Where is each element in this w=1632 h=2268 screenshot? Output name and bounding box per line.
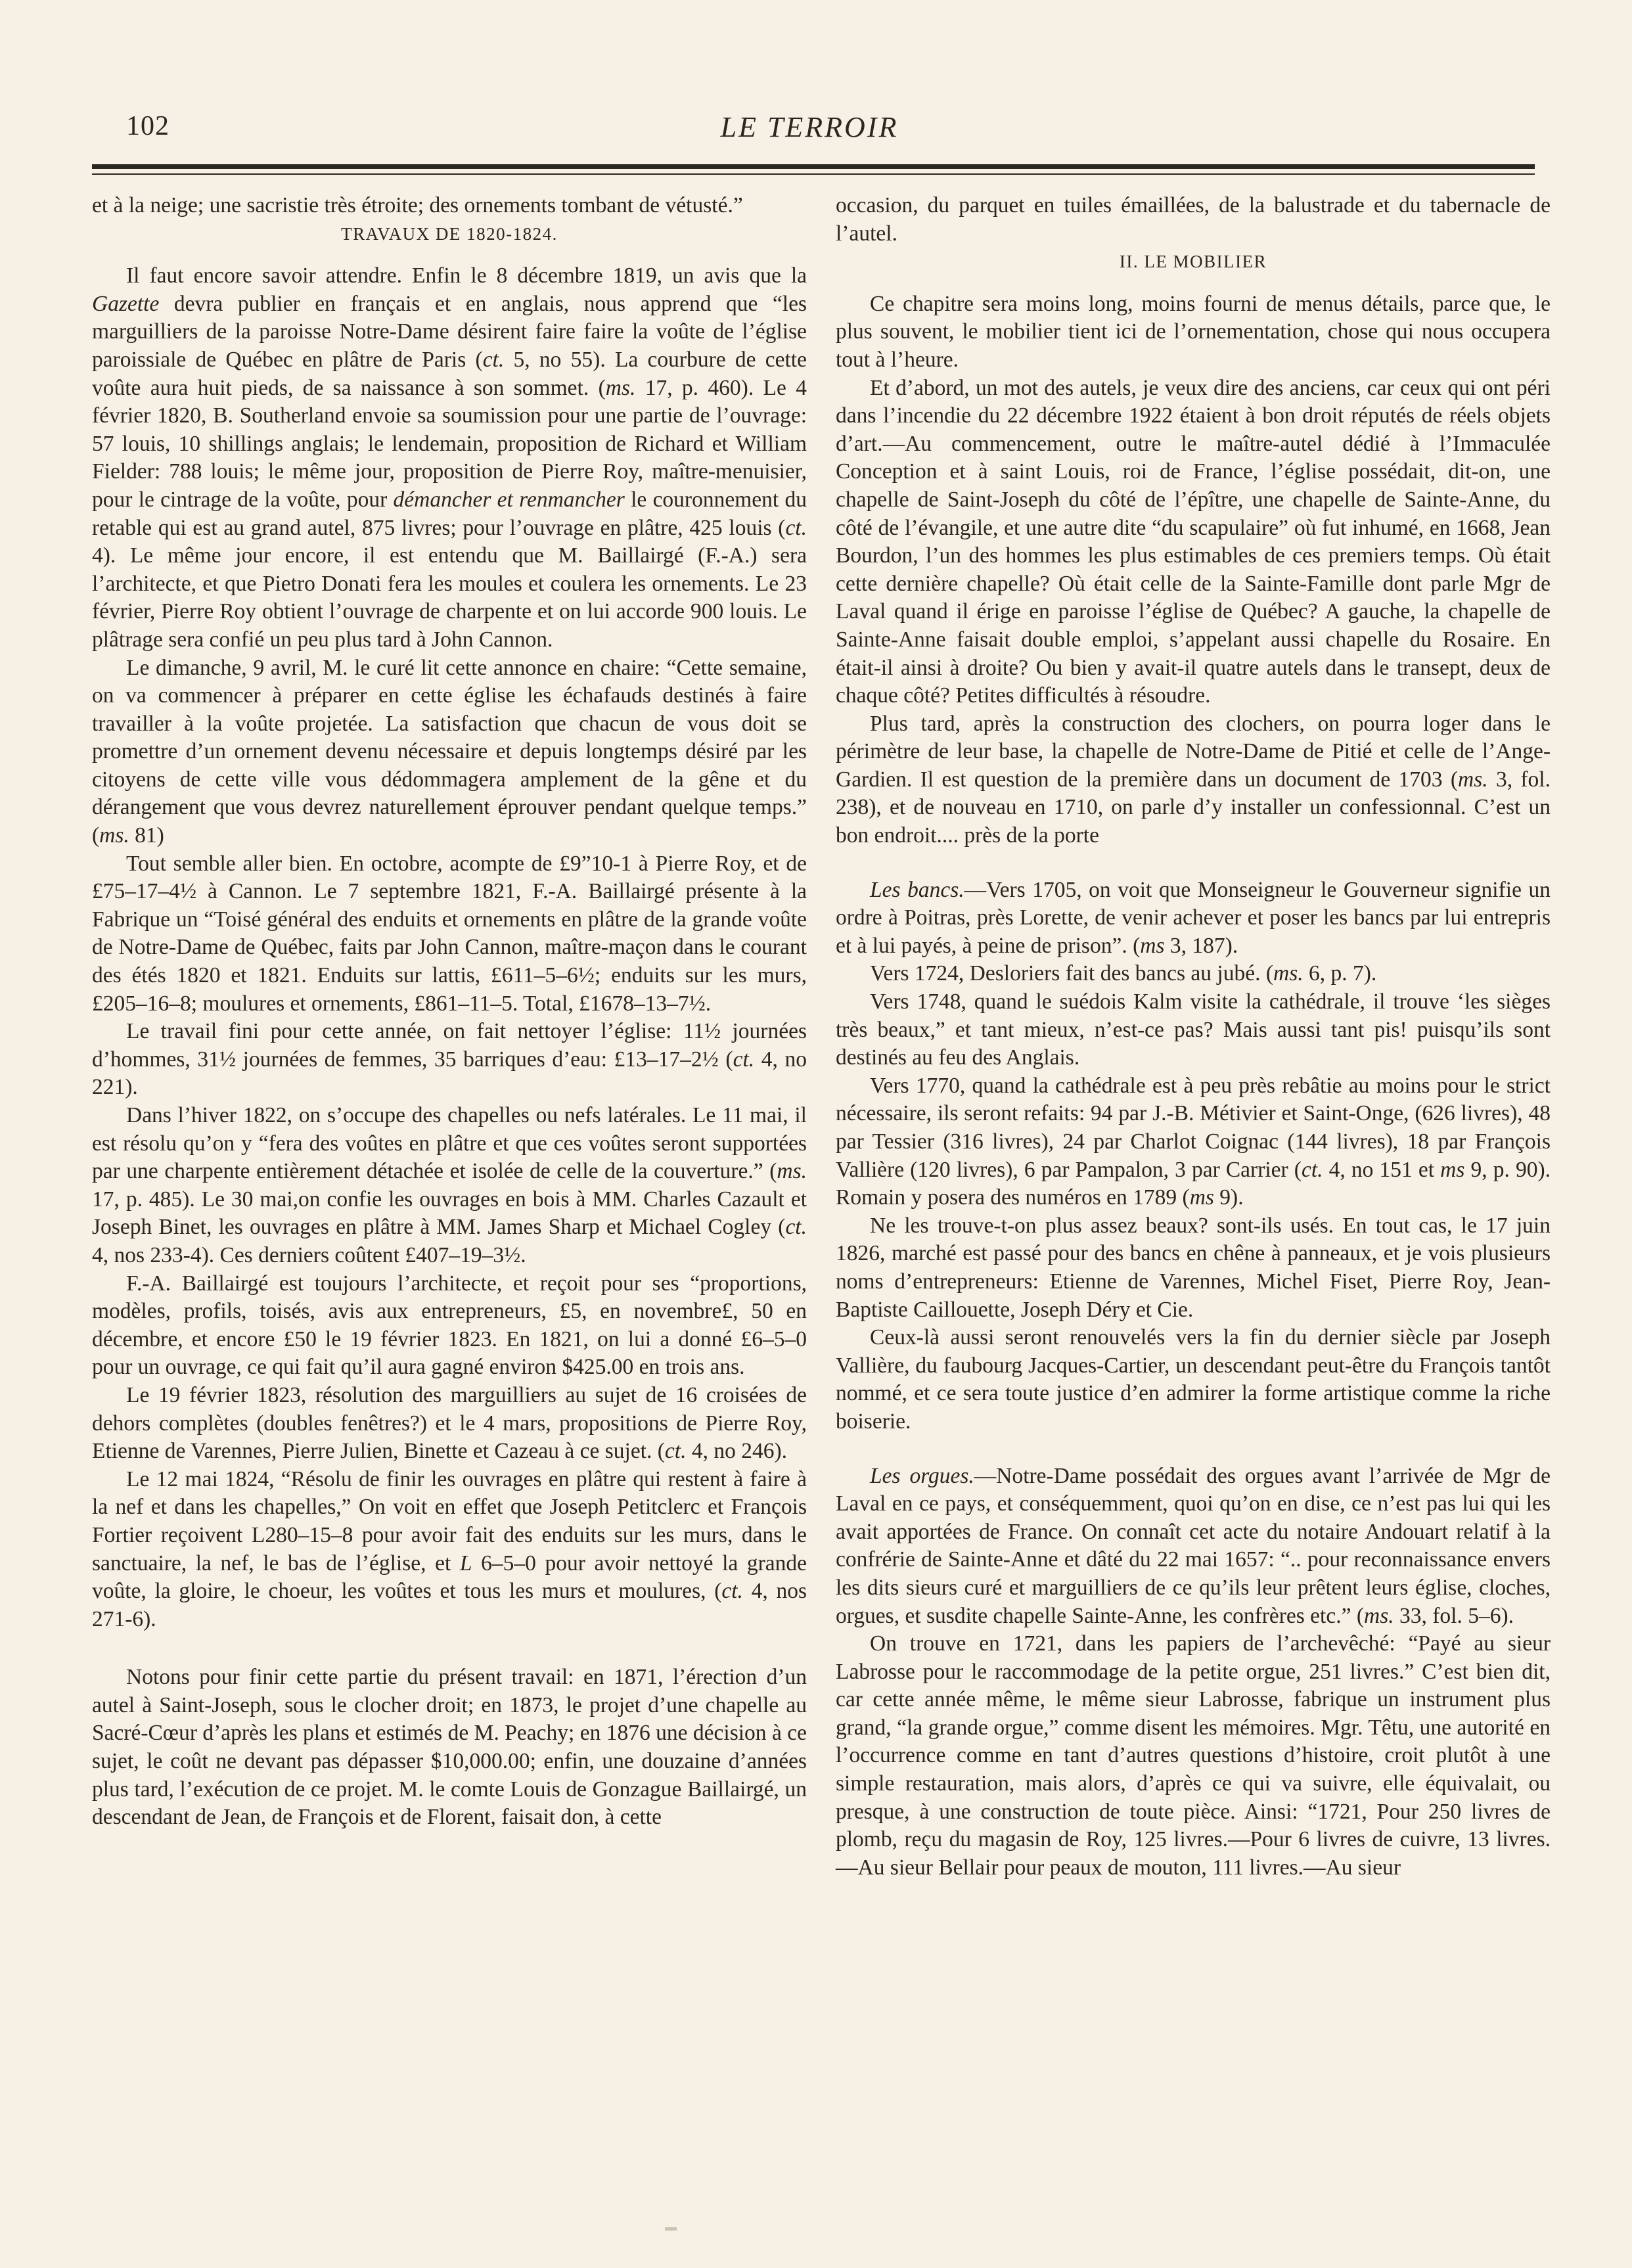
paragraph: Notons pour finir cette partie du présent travail: en 1871, l’érection d’un autel à Saint-Joseph, sous le clocher droit; en 1873, le projet d’une chapelle au Sacré-Cœur d’après les plans et estimés de M. Peachy; en 1876 une décision à ce sujet, le coût ne devant pas dépasser $10,000.00; enfin, une douzaine d’années plus tard, l’exécution de ce projet. M. le comte Louis de Gonzague Baillairgé, un descendant de Jean, de François et de Florent, faisait don, à cette bbox=[92, 1665, 807, 1830]
header-rule-thick bbox=[92, 164, 1535, 169]
paragraph: Et d’abord, un mot des autels, je veux dire des anciens, car ceux qui ont péri dans l’incendie du 22 décembre 1922 étaient à bon droit réputés de réels objets d’art.—Au commencement, outre le maître-autel dédié à l’Immaculée Conception et à saint Louis, roi de France, l’église possédait, dit-on, une chapelle de Saint-Joseph du côté de l’épître, une chapelle de Sainte-Anne, du côté de l’évangile, et une autre dite “du scapulaire” où fut inhumé, en 1668, Jean Bourdon, l’un des hommes les plus estimables de ces premiers temps. Où était cette dernière chapelle? Où était celle de la Sainte-Famille dont parle Mgr de Laval quand il érige en paroisse l’église de Québec? A gauche, la chapelle de Sainte-Anne faisait double emploi, s’appelant aussi chapelle du Rosaire. En était-il ainsi à droite? Ou bien y avait-il quatre autels dans le transept, deux de chaque côté? Petites difficultés à résoudre. bbox=[836, 375, 1551, 708]
header-rule-thin bbox=[92, 173, 1535, 175]
section-heading: TRAVAUX DE 1820-1824. bbox=[341, 223, 558, 244]
paragraph: Les bancs.—Vers 1705, on voit que Monseigneur le Gouverneur signifie un ordre à Poitras, près Lorette, de venir achever et poser les bancs par lui entrepris et à lui payés, à peine de prison”. (ms 3, 187). bbox=[836, 877, 1551, 958]
spacer bbox=[92, 1633, 807, 1664]
paragraph: Tout semble aller bien. En octobre, acompte de £9”10-1 à Pierre Roy, et de £75–17–4½ à Cannon. Le 7 septembre 1821, F.-A. Baillairgé présente à la Fabrique un “Toisé général des enduits et ornements en plâtre de la grande voûte de Notre-Dame de Québec, faits par John Cannon, maître-maçon dans le courant des étés 1820 et 1821. Enduits sur lattis, £611–5–6½; enduits sur les murs, £205–16–8; moulures et ornements, £861–11–5. Total, £1678–13–7½. bbox=[92, 851, 807, 1016]
paragraph: On trouve en 1721, dans les papiers de l’archevêché: “Payé au sieur Labrosse pour le raccommodage de la petite orgue, 251 livres.” C’est bien dit, car cette année même, le même sieur Labrosse, fabrique un instrument plus grand, “la grande orgue,” comme disent les mémoires. Mgr. Têtu, une autorité en l’occurrence comme en tant d’autres questions d’histoire, croit plutôt à une simple restauration, mais alors, d’après ce qui va suivre, elle équivalait, ou presque, à une construction de toute pièce. Ainsi: “1721, Pour 250 livres de plomb, reçu du magasin de Roy, 125 livres.—Pour 6 livres de cuivre, 13 livres.—Au sieur Bellair pour peaux de mouton, 111 livres.—Au sieur bbox=[836, 1631, 1551, 1880]
subsection-heading: Les bancs. bbox=[870, 877, 964, 902]
right-column bbox=[836, 192, 1551, 1882]
paragraph: occasion, du parquet en tuiles émaillées, de la balustrade et du tabernacle de l’autel. bbox=[836, 193, 1551, 246]
spacer bbox=[836, 850, 1551, 876]
paragraph: Le dimanche, 9 avril, M. le curé lit cette annonce en chaire: “Cette semaine, on va commencer à préparer en cette église les échafauds destinés à faire travailler à la voûte projetée. La satisfaction que chacun de vous doit se promettre d’un ornement devenu nécessaire et depuis longtemps désiré par les citoyens de cette ville vous dédommagera amplement de la gêne et du dérangement que vous devrez naturellement éprouver pendant quelque temps.” (ms. 81) bbox=[92, 655, 807, 848]
section-heading: II. LE MOBILIER bbox=[1119, 252, 1267, 272]
spacer bbox=[836, 276, 1551, 290]
paragraph: Dans l’hiver 1822, on s’occupe des chapelles ou nefs latérales. Le 11 mai, il est résolu qu’on y “fera des voûtes en plâtre et que ces voûtes seront supportées par une charpente entièrement détachée et isolée de celle de la couverture.” (ms. 17, p. 485). Le 30 mai,on confie les ouvrages en bois à MM. Charles Cazault et Joseph Binet, les ouvrages en plâtre à MM. James Sharp et Michael Cogley (ct. 4, nos 233-4). Ces derniers coûtent £407–19–3½. bbox=[92, 1103, 807, 1267]
paragraph: Ce chapitre sera moins long, moins fourni de menus détails, parce que, le plus souvent, le mobilier tient ici de l’ornementation, chose qui nous occupera tout à l’heure. bbox=[836, 291, 1551, 372]
paragraph: Le 19 février 1823, résolution des marguilliers au sujet de 16 croisées de dehors complètes (doubles fenêtres?) et le 4 mars, propositions de Pierre Roy, Etienne de Varennes, Pierre Julien, Binette et Cazeau à ce sujet. (ct. 4, no 246). bbox=[92, 1382, 807, 1464]
paragraph: Le 12 mai 1824, “Résolu de finir les ouvrages en plâtre qui restent à faire à la nef et dans les chapelles,” On voit en effet que Joseph Petitclerc et François Fortier reçoivent L280–15–8 pour avoir fait des enduits sur les murs, dans le sanctuaire, la nef, le bas de l’église, et L 6–5–0 pour avoir nettoyé la grande voûte, la gloire, le choeur, les voûtes et tous les murs et moulures, (ct. 4, nos 271-6). bbox=[92, 1466, 807, 1631]
paragraph: Vers 1748, quand le suédois Kalm visite la cathédrale, il trouve ‘les sièges très beaux,” et tant mieux, n’est-ce pas? Mais aussi tant pis! puisqu’ils sont destinés au feu des Anglais. bbox=[836, 989, 1551, 1070]
spacer bbox=[92, 248, 807, 262]
page-header bbox=[79, 110, 1540, 152]
left-column bbox=[92, 192, 807, 1832]
paragraph: Vers 1724, Desloriers fait des bancs au jubé. (ms. 6, p. 7). bbox=[870, 961, 1377, 986]
paragraph: Les orgues.—Notre-Dame possédait des orgues avant l’arrivée de Mgr de Laval en ce pays, et conséquemment, quoi qu’on en dise, ce n’est pas lui qui les avait apportées de France. On connaît cet acte du notaire Andouart relatif à la confrérie de Sainte-Anne et dâté du 22 mai 1657: “.. pour reconnaissance envers les dits sieurs curé et marguilliers de ce qu’ils leur prêtent leurs église, cloches, orgues, et susdite chapelle Sainte-Anne, les confrères etc.” (ms. 33, fol. 5–6). bbox=[836, 1463, 1551, 1628]
paragraph: et à la neige; une sacristie très étroite; des ornements tombant de vétusté.” bbox=[92, 193, 743, 217]
paragraph: Le travail fini pour cette année, on fait nettoyer l’église: 11½ journées d’hommes, 31½ journées de femmes, 35 barriques d’eau: £13–17–2½ (ct. 4, no 221). bbox=[92, 1019, 807, 1100]
spacer bbox=[836, 1436, 1551, 1463]
scan-speck bbox=[665, 2227, 677, 2231]
paragraph: Ne les trouve-t-on plus assez beaux? sont-ils usés. En tout cas, le 17 juin 1826, marché est passé pour des bancs en chêne à panneaux, et je vois plusieurs noms d’entrepreneurs: Etienne de Varennes, Michel Fiset, Pierre Roy, Jean-Baptiste Caillouette, Joseph Déry et Cie. bbox=[836, 1213, 1551, 1322]
page-number: 102 bbox=[126, 111, 170, 141]
paragraph: Vers 1770, quand la cathédrale est à peu près rebâtie au moins pour le strict nécessaire, ils seront refaits: 94 par J.-B. Métivier et Saint-Onge, (626 livres), 48 par Tessier (316 livres), 24 par Charlot Coignac (144 livres), 18 par François Vallière (120 livres), 6 par Pampalon, 3 par Carrier (ct. 4, no 151 et ms 9, p. 90). Romain y posera des numéros en 1789 (ms 9). bbox=[836, 1073, 1551, 1210]
paragraph: Il faut encore savoir attendre. Enfin le 8 décembre 1819, un avis que la Gazette devra publier en français et en anglais, nous apprend que “les marguilliers de la paroisse Notre-Dame désirent faire faire la voûte de l’église paroissiale de Québec en plâtre de Paris (ct. 5, no 55). La courbure de cette voûte aura huit pieds, de sa naissance à son sommet. (ms. 17, p. 460). Le 4 février 1820, B. Southerland envoie sa soumission pour une partie de l’ouvrage: 57 louis, 10 shillings anglais; le lendemain, proposition de Richard et William Fielder: 788 louis; le même jour, proposition de Pierre Roy, maître-menuisier, pour le cintrage de la voûte, pour démancher et renmancher le couronnement du retable qui est au grand autel, 875 livres; pour l’ouvrage en plâtre, 425 louis (ct. 4). Le même jour encore, il est entendu que M. Baillairgé (F.-A.) sera l’architecte, et que Pietro Donati fera les moules et coulera les ornements. Le 23 février, Pierre Roy obtient l’ouvrage de charpente et on lui accorde 900 louis. Le plâtrage sera confié un peu plus tard à John Cannon. bbox=[92, 263, 807, 652]
subsection-heading: Les orgues. bbox=[870, 1463, 974, 1488]
running-title: LE TERROIR bbox=[720, 111, 899, 143]
paragraph: Plus tard, après la construction des clochers, on pourra loger dans le périmètre de leur base, la chapelle de Notre-Dame de Pitié et celle de l’Ange-Gardien. Il est question de la première dans un document de 1703 (ms. 3, fol. 238), et de nouveau en 1710, on parle d’y installer un confessionnal. C’est un bon endroit.... près de la porte bbox=[836, 711, 1551, 848]
paragraph: Ceux-là aussi seront renouvelés vers la fin du dernier siècle par Joseph Vallière, du faubourg Jacques-Cartier, un descendant peut-être du François tantôt nommé, et ce sera toute justice d’en admirer la forme artistique comme la riche boiserie. bbox=[836, 1325, 1551, 1434]
paragraph: F.-A. Baillairgé est toujours l’architecte, et reçoit pour ses “proportions, modèles, profils, toisés, avis aux entrepreneurs, £5, en novembre£, 50 en décembre, et encore £50 le 19 février 1823. En 1821, on lui a donné £6–5–0 pour un ouvrage, ce qui fait qu’il aura gagné environ $425.00 en trois ans. bbox=[92, 1271, 807, 1380]
